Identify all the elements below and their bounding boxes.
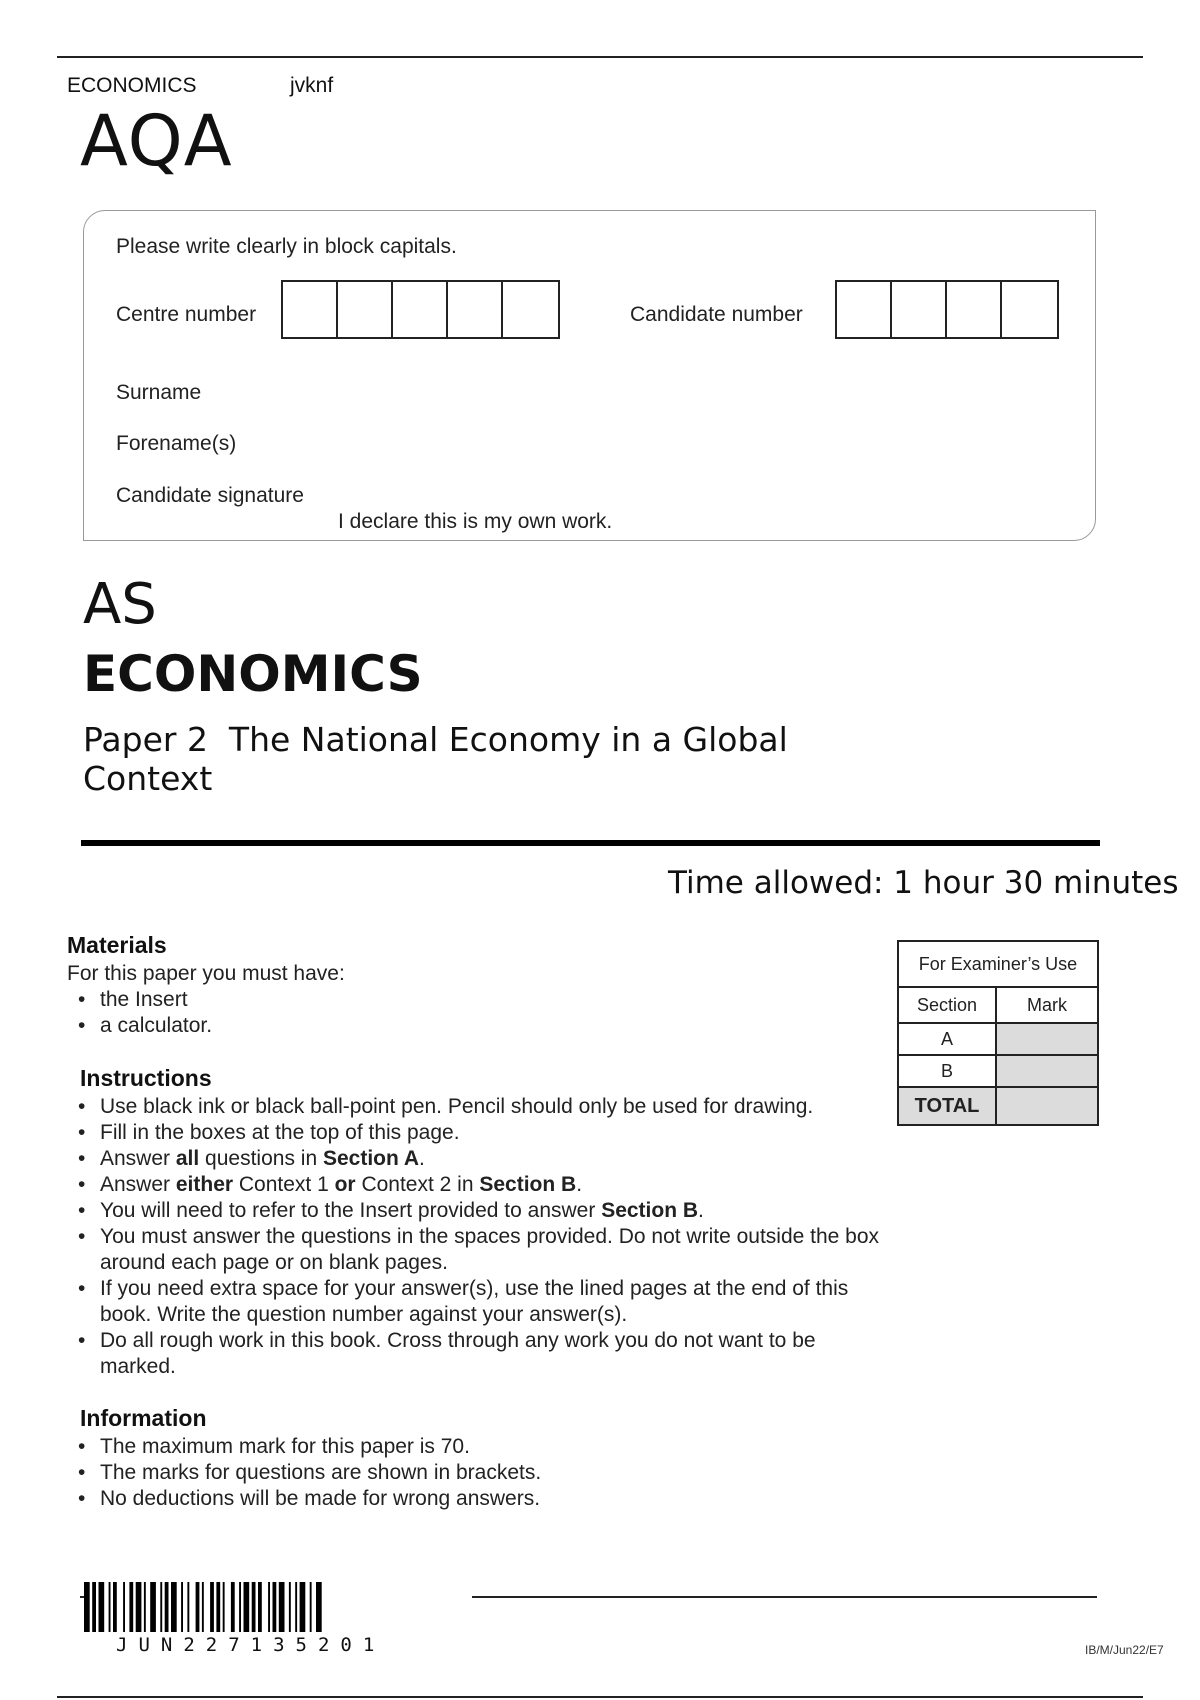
candidate-digit-box[interactable]: [892, 282, 947, 337]
centre-number-boxes[interactable]: [281, 280, 560, 339]
information-item: • The maximum mark for this paper is 70.: [64, 1434, 880, 1460]
candidate-details-box: [83, 210, 1096, 541]
centre-number-label: Centre number: [116, 303, 257, 326]
barcode-digits: JUN227135201: [116, 1634, 386, 1656]
information-heading: Information: [80, 1405, 207, 1431]
qualification-level: AS: [83, 572, 157, 637]
candidate-number-label: Candidate number: [630, 303, 803, 326]
signature-label: Candidate signature: [116, 484, 304, 507]
declaration-text: I declare this is my own work.: [338, 510, 613, 533]
surname-label: Surname: [116, 381, 202, 404]
centre-digit-box[interactable]: [503, 282, 558, 337]
paper-title-line-1: Paper 2 The National Economy in a Global: [83, 720, 788, 759]
mark-column-header: Mark: [996, 987, 1098, 1023]
section-column-header: Section: [898, 987, 996, 1023]
top-rule: [57, 56, 1143, 58]
title-divider: [81, 840, 1100, 846]
examiner-use-table: [897, 940, 1099, 1126]
materials-item: • the Insert: [64, 987, 867, 1013]
instructions-heading: Instructions: [80, 1065, 212, 1091]
paper-title: [83, 720, 788, 798]
section-b-mark-cell: [996, 1055, 1098, 1087]
section-a-label: A: [898, 1023, 996, 1055]
instruction-item: • Answer either Context 1 or Context 2 in Section B.: [64, 1172, 880, 1198]
candidate-digit-box[interactable]: [837, 282, 892, 337]
time-allowed: Time allowed: 1 hour 30 minutes: [668, 865, 1179, 901]
section-a-mark-cell: [996, 1023, 1098, 1055]
total-label: TOTAL: [898, 1087, 996, 1125]
centre-digit-box[interactable]: [283, 282, 338, 337]
instruction-item: • If you need extra space for your answer(s), use the lined pages at the end of this book. Write the question number against your answer(s).: [64, 1276, 880, 1328]
information-item: • No deductions will be made for wrong answers.: [64, 1486, 880, 1512]
instruction-item: • Do all rough work in this book. Cross through any work you do not want to be marked.: [64, 1328, 880, 1380]
information-section: [80, 1405, 880, 1512]
centre-digit-box[interactable]: [338, 282, 393, 337]
aqa-logo: AQA: [80, 100, 233, 182]
subject-title: ECONOMICS: [83, 645, 423, 703]
header-code: jvknf: [290, 74, 334, 97]
materials-item: • a calculator.: [64, 1013, 867, 1039]
centre-digit-box[interactable]: [448, 282, 503, 337]
paper-title-line-2: Context: [83, 759, 213, 798]
centre-digit-box[interactable]: [393, 282, 448, 337]
instruction-item: • You will need to refer to the Insert provided to answer Section B.: [64, 1198, 880, 1224]
barcode: [84, 1582, 472, 1632]
instruction-item: • Use black ink or black ball-point pen. Pencil should only be used for drawing.: [64, 1094, 880, 1120]
materials-intro: For this paper you must have:: [67, 962, 345, 985]
candidate-number-boxes[interactable]: [835, 280, 1059, 339]
instruction-item: • You must answer the questions in the spaces provided. Do not write outside the box around each page or on blank pages.: [64, 1224, 880, 1276]
paper-reference: IB/M/Jun22/E7: [1085, 1643, 1164, 1657]
bottom-rule: [57, 1696, 1143, 1698]
materials-heading: Materials: [67, 932, 167, 958]
header-subject: ECONOMICS: [67, 74, 197, 97]
candidate-digit-box[interactable]: [947, 282, 1002, 337]
materials-section: [67, 932, 867, 1039]
examiner-table-title: For Examiner’s Use: [898, 941, 1098, 987]
block-capitals-instruction: Please write clearly in block capitals.: [116, 235, 457, 258]
total-mark-cell: [996, 1087, 1098, 1125]
candidate-digit-box[interactable]: [1002, 282, 1057, 337]
forename-label: Forename(s): [116, 432, 237, 455]
information-item: • The marks for questions are shown in brackets.: [64, 1460, 880, 1486]
instruction-item: • Fill in the boxes at the top of this page.: [64, 1120, 880, 1146]
instruction-item: • Answer all questions in Section A.: [64, 1146, 880, 1172]
section-b-label: B: [898, 1055, 996, 1087]
instructions-section: [80, 1065, 880, 1380]
